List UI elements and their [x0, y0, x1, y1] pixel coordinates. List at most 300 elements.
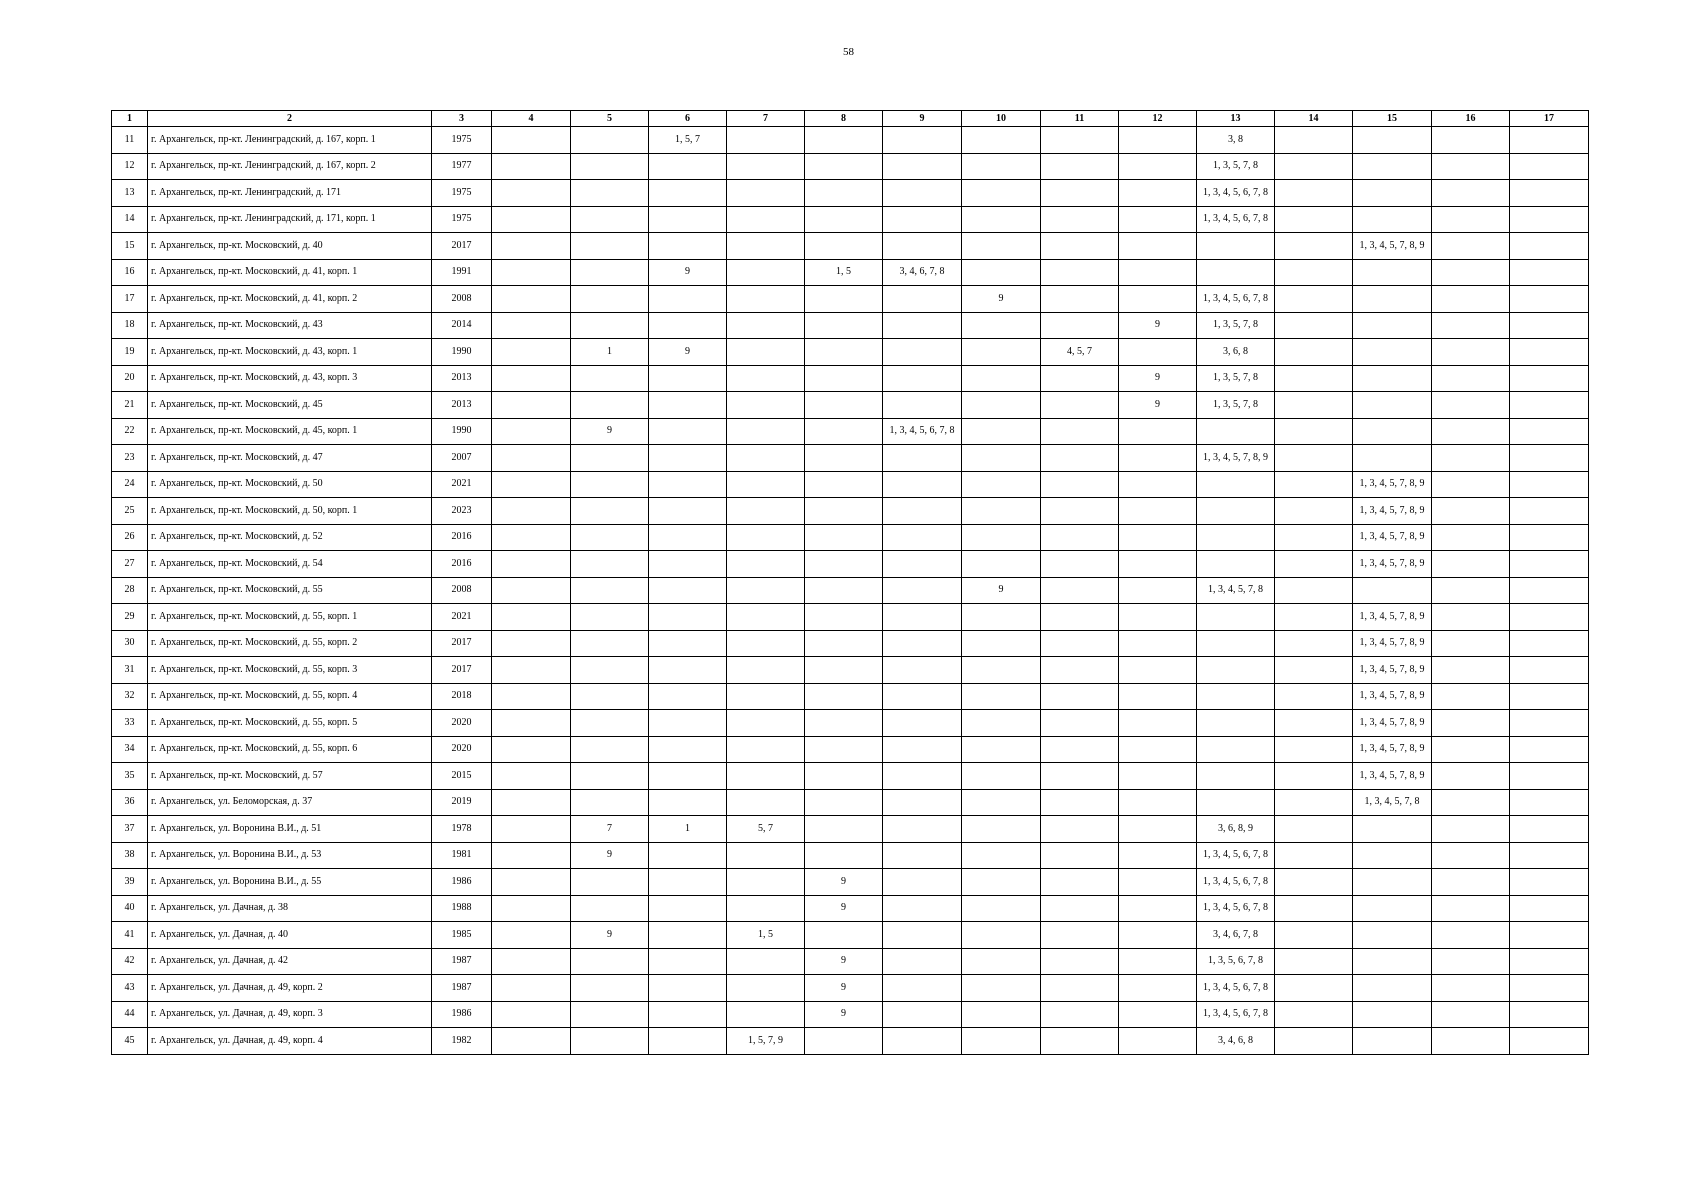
table-cell: [962, 233, 1041, 260]
table-cell: [883, 1028, 962, 1055]
table-cell: [1119, 630, 1197, 657]
table-cell: [727, 445, 805, 472]
table-cell: [727, 127, 805, 154]
table-cell: [571, 683, 649, 710]
column-header-12: 12: [1119, 111, 1197, 127]
table-cell: [727, 710, 805, 737]
year-cell: 2007: [432, 445, 492, 472]
table-cell: [492, 657, 571, 684]
table-row: [112, 498, 1589, 525]
year-cell: 2017: [432, 630, 492, 657]
table-cell: [1353, 948, 1432, 975]
row-number-cell: 15: [112, 233, 148, 260]
table-cell: [1119, 657, 1197, 684]
table-cell: [883, 551, 962, 578]
address-cell: г. Архангельск, пр-кт. Московский, д. 57: [148, 763, 432, 790]
table-cell: [1119, 869, 1197, 896]
row-number-cell: 12: [112, 153, 148, 180]
table-cell: [1432, 789, 1510, 816]
table-cell: [649, 498, 727, 525]
table-cell: [649, 736, 727, 763]
table-cell: [492, 577, 571, 604]
table-cell: [1041, 153, 1119, 180]
table-cell: [649, 630, 727, 657]
table-row: [112, 365, 1589, 392]
table-cell: [492, 630, 571, 657]
table-cell: [571, 895, 649, 922]
table-cell: [727, 577, 805, 604]
year-cell: 2017: [432, 233, 492, 260]
table-cell: [571, 975, 649, 1002]
table-cell: [649, 683, 727, 710]
table-cell: [649, 710, 727, 737]
table-cell: [1041, 259, 1119, 286]
table-cell: [1510, 842, 1589, 869]
year-cell: 2020: [432, 710, 492, 737]
table-cell: [1119, 153, 1197, 180]
table-cell: [1353, 127, 1432, 154]
table-cell: 3, 4, 6, 8: [1197, 1028, 1275, 1055]
table-row: [112, 312, 1589, 339]
table-row: [112, 1028, 1589, 1055]
row-number-cell: 27: [112, 551, 148, 578]
table-cell: [649, 471, 727, 498]
table-cell: 3, 4, 6, 7, 8: [883, 259, 962, 286]
table-cell: [571, 365, 649, 392]
table-cell: [492, 975, 571, 1002]
table-cell: [1119, 127, 1197, 154]
table-cell: [1353, 445, 1432, 472]
table-cell: [1510, 471, 1589, 498]
table-cell: 9: [1119, 312, 1197, 339]
row-number-cell: 38: [112, 842, 148, 869]
row-number-cell: 28: [112, 577, 148, 604]
table-cell: [1510, 180, 1589, 207]
table-cell: [1041, 1028, 1119, 1055]
table-cell: [492, 683, 571, 710]
table-cell: [962, 180, 1041, 207]
table-cell: [727, 498, 805, 525]
table-cell: [962, 312, 1041, 339]
table-cell: [727, 153, 805, 180]
table-cell: [492, 233, 571, 260]
table-cell: [1119, 683, 1197, 710]
table-cell: [492, 392, 571, 419]
year-cell: 1991: [432, 259, 492, 286]
address-cell: г. Архангельск, пр-кт. Московский, д. 45: [148, 392, 432, 419]
table-cell: [883, 312, 962, 339]
address-cell: г. Архангельск, пр-кт. Московский, д. 55: [148, 577, 432, 604]
table-cell: [962, 365, 1041, 392]
table-cell: [571, 233, 649, 260]
address-cell: г. Архангельск, пр-кт. Московский, д. 50, корп. 1: [148, 498, 432, 525]
column-header-1: 1: [112, 111, 148, 127]
table-cell: 1, 3, 5, 7, 8: [1197, 392, 1275, 419]
table-cell: [962, 895, 1041, 922]
table-cell: [492, 445, 571, 472]
table-cell: [492, 180, 571, 207]
year-cell: 1975: [432, 127, 492, 154]
table-cell: [727, 339, 805, 366]
table-cell: 9: [571, 922, 649, 949]
address-cell: г. Архангельск, ул. Дачная, д. 49, корп. 3: [148, 1001, 432, 1028]
table-cell: [1119, 233, 1197, 260]
table-cell: [1432, 153, 1510, 180]
table-cell: [883, 604, 962, 631]
row-number-cell: 26: [112, 524, 148, 551]
year-cell: 1990: [432, 339, 492, 366]
table-cell: [1432, 604, 1510, 631]
table-cell: [805, 233, 883, 260]
table-row: [112, 948, 1589, 975]
table-cell: [649, 842, 727, 869]
table-cell: [1353, 312, 1432, 339]
table-cell: [571, 392, 649, 419]
year-cell: 1975: [432, 180, 492, 207]
table-cell: [649, 392, 727, 419]
table-cell: [1119, 736, 1197, 763]
table-row: [112, 180, 1589, 207]
column-header-2: 2: [148, 111, 432, 127]
table-cell: 1, 3, 4, 5, 6, 7, 8: [1197, 286, 1275, 313]
column-header-6: 6: [649, 111, 727, 127]
table-cell: [962, 1001, 1041, 1028]
address-cell: г. Архангельск, ул. Дачная, д. 49, корп. 4: [148, 1028, 432, 1055]
column-header-7: 7: [727, 111, 805, 127]
table-cell: [1275, 180, 1353, 207]
table-cell: 1, 3, 4, 5, 6, 7, 8: [1197, 975, 1275, 1002]
table-cell: [1353, 286, 1432, 313]
table-cell: [962, 922, 1041, 949]
table-cell: [805, 551, 883, 578]
table-cell: [962, 630, 1041, 657]
table-cell: [1510, 259, 1589, 286]
table-row: [112, 763, 1589, 790]
table-cell: [1119, 1001, 1197, 1028]
table-cell: [962, 604, 1041, 631]
row-number-cell: 13: [112, 180, 148, 207]
year-cell: 1987: [432, 948, 492, 975]
table-cell: [571, 604, 649, 631]
year-cell: 1975: [432, 206, 492, 233]
table-cell: [1275, 127, 1353, 154]
table-cell: [1041, 763, 1119, 790]
table-cell: [1510, 630, 1589, 657]
address-cell: г. Архангельск, пр-кт. Московский, д. 54: [148, 551, 432, 578]
table-cell: [571, 763, 649, 790]
table-cell: [1041, 127, 1119, 154]
table-cell: [571, 498, 649, 525]
table-cell: [883, 895, 962, 922]
table-row: [112, 471, 1589, 498]
year-cell: 1985: [432, 922, 492, 949]
table-cell: [1119, 895, 1197, 922]
table-cell: [649, 551, 727, 578]
table-cell: [649, 577, 727, 604]
table-cell: [962, 445, 1041, 472]
table-cell: [805, 339, 883, 366]
table-cell: [1432, 683, 1510, 710]
table-row: [112, 524, 1589, 551]
table-cell: [492, 339, 571, 366]
table-cell: [1353, 577, 1432, 604]
table-cell: [1119, 577, 1197, 604]
table-cell: [1353, 206, 1432, 233]
table-cell: [1510, 604, 1589, 631]
table-cell: [1275, 710, 1353, 737]
table-cell: [962, 127, 1041, 154]
year-cell: 2023: [432, 498, 492, 525]
table-cell: [1275, 1028, 1353, 1055]
table-cell: [1041, 577, 1119, 604]
table-cell: [727, 392, 805, 419]
table-cell: [883, 1001, 962, 1028]
table-cell: [571, 312, 649, 339]
table-cell: [962, 339, 1041, 366]
table-cell: [727, 180, 805, 207]
address-cell: г. Архангельск, ул. Воронина В.И., д. 55: [148, 869, 432, 896]
table-cell: [883, 392, 962, 419]
row-number-cell: 16: [112, 259, 148, 286]
table-cell: [1432, 206, 1510, 233]
table-cell: [1432, 1028, 1510, 1055]
table-cell: [492, 312, 571, 339]
table-cell: [883, 233, 962, 260]
table-cell: [805, 577, 883, 604]
table-cell: [649, 418, 727, 445]
column-header-9: 9: [883, 111, 962, 127]
table-cell: [1353, 922, 1432, 949]
table-cell: [962, 710, 1041, 737]
table-cell: [962, 948, 1041, 975]
table-cell: [1432, 577, 1510, 604]
table-row: [112, 127, 1589, 154]
row-number-cell: 11: [112, 127, 148, 154]
table-cell: [1432, 445, 1510, 472]
table-row: [112, 577, 1589, 604]
row-number-cell: 44: [112, 1001, 148, 1028]
table-cell: [1432, 339, 1510, 366]
table-cell: [727, 551, 805, 578]
table-row: [112, 816, 1589, 843]
address-cell: г. Архангельск, пр-кт. Московский, д. 55, корп. 2: [148, 630, 432, 657]
table-cell: [1197, 259, 1275, 286]
table-cell: [1197, 789, 1275, 816]
table-cell: [805, 789, 883, 816]
table-cell: [883, 763, 962, 790]
address-cell: г. Архангельск, ул. Беломорская, д. 37: [148, 789, 432, 816]
table-cell: [1510, 206, 1589, 233]
table-cell: [571, 1001, 649, 1028]
table-cell: [1041, 789, 1119, 816]
table-cell: [805, 657, 883, 684]
table-cell: [1041, 604, 1119, 631]
table-cell: [1510, 498, 1589, 525]
register-table: [111, 110, 1589, 1055]
column-header-17: 17: [1510, 111, 1589, 127]
row-number-cell: 34: [112, 736, 148, 763]
table-cell: 1, 3, 4, 5, 6, 7, 8: [1197, 895, 1275, 922]
table-cell: 3, 8: [1197, 127, 1275, 154]
table-cell: 1, 3, 4, 5, 7, 8, 9: [1353, 471, 1432, 498]
table-cell: [1510, 286, 1589, 313]
table-cell: [1353, 153, 1432, 180]
table-cell: [571, 445, 649, 472]
table-cell: [883, 127, 962, 154]
table-cell: [1041, 233, 1119, 260]
table-cell: 3, 6, 8: [1197, 339, 1275, 366]
table-cell: [1119, 339, 1197, 366]
row-number-cell: 32: [112, 683, 148, 710]
table-cell: [1353, 1028, 1432, 1055]
table-cell: [1432, 948, 1510, 975]
table-cell: [962, 736, 1041, 763]
table-row: [112, 153, 1589, 180]
table-cell: [1041, 842, 1119, 869]
table-cell: [1432, 551, 1510, 578]
year-cell: 2018: [432, 683, 492, 710]
table-cell: [1041, 816, 1119, 843]
address-cell: г. Архангельск, ул. Дачная, д. 42: [148, 948, 432, 975]
table-cell: [1041, 418, 1119, 445]
table-cell: [492, 365, 571, 392]
table-cell: [492, 551, 571, 578]
table-cell: [1510, 789, 1589, 816]
table-cell: [571, 259, 649, 286]
table-cell: 1, 3, 4, 5, 6, 7, 8: [1197, 1001, 1275, 1028]
table-cell: [1275, 604, 1353, 631]
table-cell: [1197, 551, 1275, 578]
table-cell: [1041, 1001, 1119, 1028]
page-number: 58: [843, 46, 854, 58]
table-cell: [1119, 763, 1197, 790]
row-number-cell: 17: [112, 286, 148, 313]
table-cell: [962, 789, 1041, 816]
table-cell: [1353, 339, 1432, 366]
table-cell: 1, 3, 4, 5, 7, 8, 9: [1353, 604, 1432, 631]
table-cell: [1275, 153, 1353, 180]
table-cell: [1119, 948, 1197, 975]
table-cell: [1510, 816, 1589, 843]
table-cell: [962, 763, 1041, 790]
table-cell: [805, 153, 883, 180]
table-cell: [727, 630, 805, 657]
table-cell: [883, 445, 962, 472]
address-cell: г. Архангельск, пр-кт. Ленинградский, д. 171, корп. 1: [148, 206, 432, 233]
address-cell: г. Архангельск, пр-кт. Московский, д. 50: [148, 471, 432, 498]
table-cell: [1275, 418, 1353, 445]
table-cell: [1119, 710, 1197, 737]
table-cell: [1432, 710, 1510, 737]
table-cell: [1353, 895, 1432, 922]
table-row: [112, 206, 1589, 233]
table-cell: [1041, 895, 1119, 922]
table-cell: [571, 869, 649, 896]
table-cell: [962, 524, 1041, 551]
table-cell: [1119, 206, 1197, 233]
table-cell: [1353, 365, 1432, 392]
table-cell: [805, 392, 883, 419]
table-cell: [1275, 445, 1353, 472]
table-cell: [1119, 551, 1197, 578]
header-row: [112, 111, 1589, 127]
year-cell: 1981: [432, 842, 492, 869]
table-cell: [1041, 180, 1119, 207]
row-number-cell: 45: [112, 1028, 148, 1055]
table-cell: [1197, 524, 1275, 551]
table-cell: [1275, 869, 1353, 896]
table-cell: [883, 816, 962, 843]
table-cell: [883, 736, 962, 763]
table-cell: [1197, 736, 1275, 763]
year-cell: 2013: [432, 392, 492, 419]
table-cell: [727, 418, 805, 445]
table-cell: [1197, 683, 1275, 710]
table-cell: [883, 922, 962, 949]
table-cell: [1510, 445, 1589, 472]
table-cell: 1, 3, 4, 5, 6, 7, 8: [1197, 869, 1275, 896]
table-cell: [727, 975, 805, 1002]
table-cell: [883, 657, 962, 684]
table-cell: [571, 657, 649, 684]
table-row: [112, 683, 1589, 710]
table-cell: [1353, 392, 1432, 419]
table-cell: [1510, 1028, 1589, 1055]
table-cell: [1353, 816, 1432, 843]
table-cell: [1041, 551, 1119, 578]
table-cell: 4, 5, 7: [1041, 339, 1119, 366]
table-cell: [1119, 259, 1197, 286]
table-cell: [649, 233, 727, 260]
table-cell: [1432, 975, 1510, 1002]
table-cell: [649, 365, 727, 392]
table-cell: 9: [1119, 365, 1197, 392]
table-cell: [1041, 286, 1119, 313]
table-cell: [649, 153, 727, 180]
table-row: [112, 259, 1589, 286]
row-number-cell: 37: [112, 816, 148, 843]
year-cell: 2020: [432, 736, 492, 763]
table-cell: [1353, 869, 1432, 896]
table-cell: [883, 710, 962, 737]
table-cell: [805, 710, 883, 737]
table-row: [112, 551, 1589, 578]
table-cell: 1, 3, 4, 5, 6, 7, 8: [1197, 180, 1275, 207]
table-cell: 5, 7: [727, 816, 805, 843]
table-cell: [571, 471, 649, 498]
table-cell: [883, 365, 962, 392]
table-cell: [492, 604, 571, 631]
table-cell: [1275, 736, 1353, 763]
table-cell: [1041, 948, 1119, 975]
table-cell: [883, 948, 962, 975]
table-cell: [1275, 975, 1353, 1002]
table-cell: [805, 763, 883, 790]
row-number-cell: 41: [112, 922, 148, 949]
table-cell: [727, 895, 805, 922]
table-cell: [1275, 286, 1353, 313]
table-cell: [649, 948, 727, 975]
table-cell: [1275, 657, 1353, 684]
table-cell: [1041, 630, 1119, 657]
address-cell: г. Архангельск, пр-кт. Московский, д. 55, корп. 4: [148, 683, 432, 710]
table-row: [112, 842, 1589, 869]
table-cell: [1432, 630, 1510, 657]
table-cell: [1275, 339, 1353, 366]
row-number-cell: 31: [112, 657, 148, 684]
table-cell: 9: [805, 869, 883, 896]
table-cell: [1197, 233, 1275, 260]
